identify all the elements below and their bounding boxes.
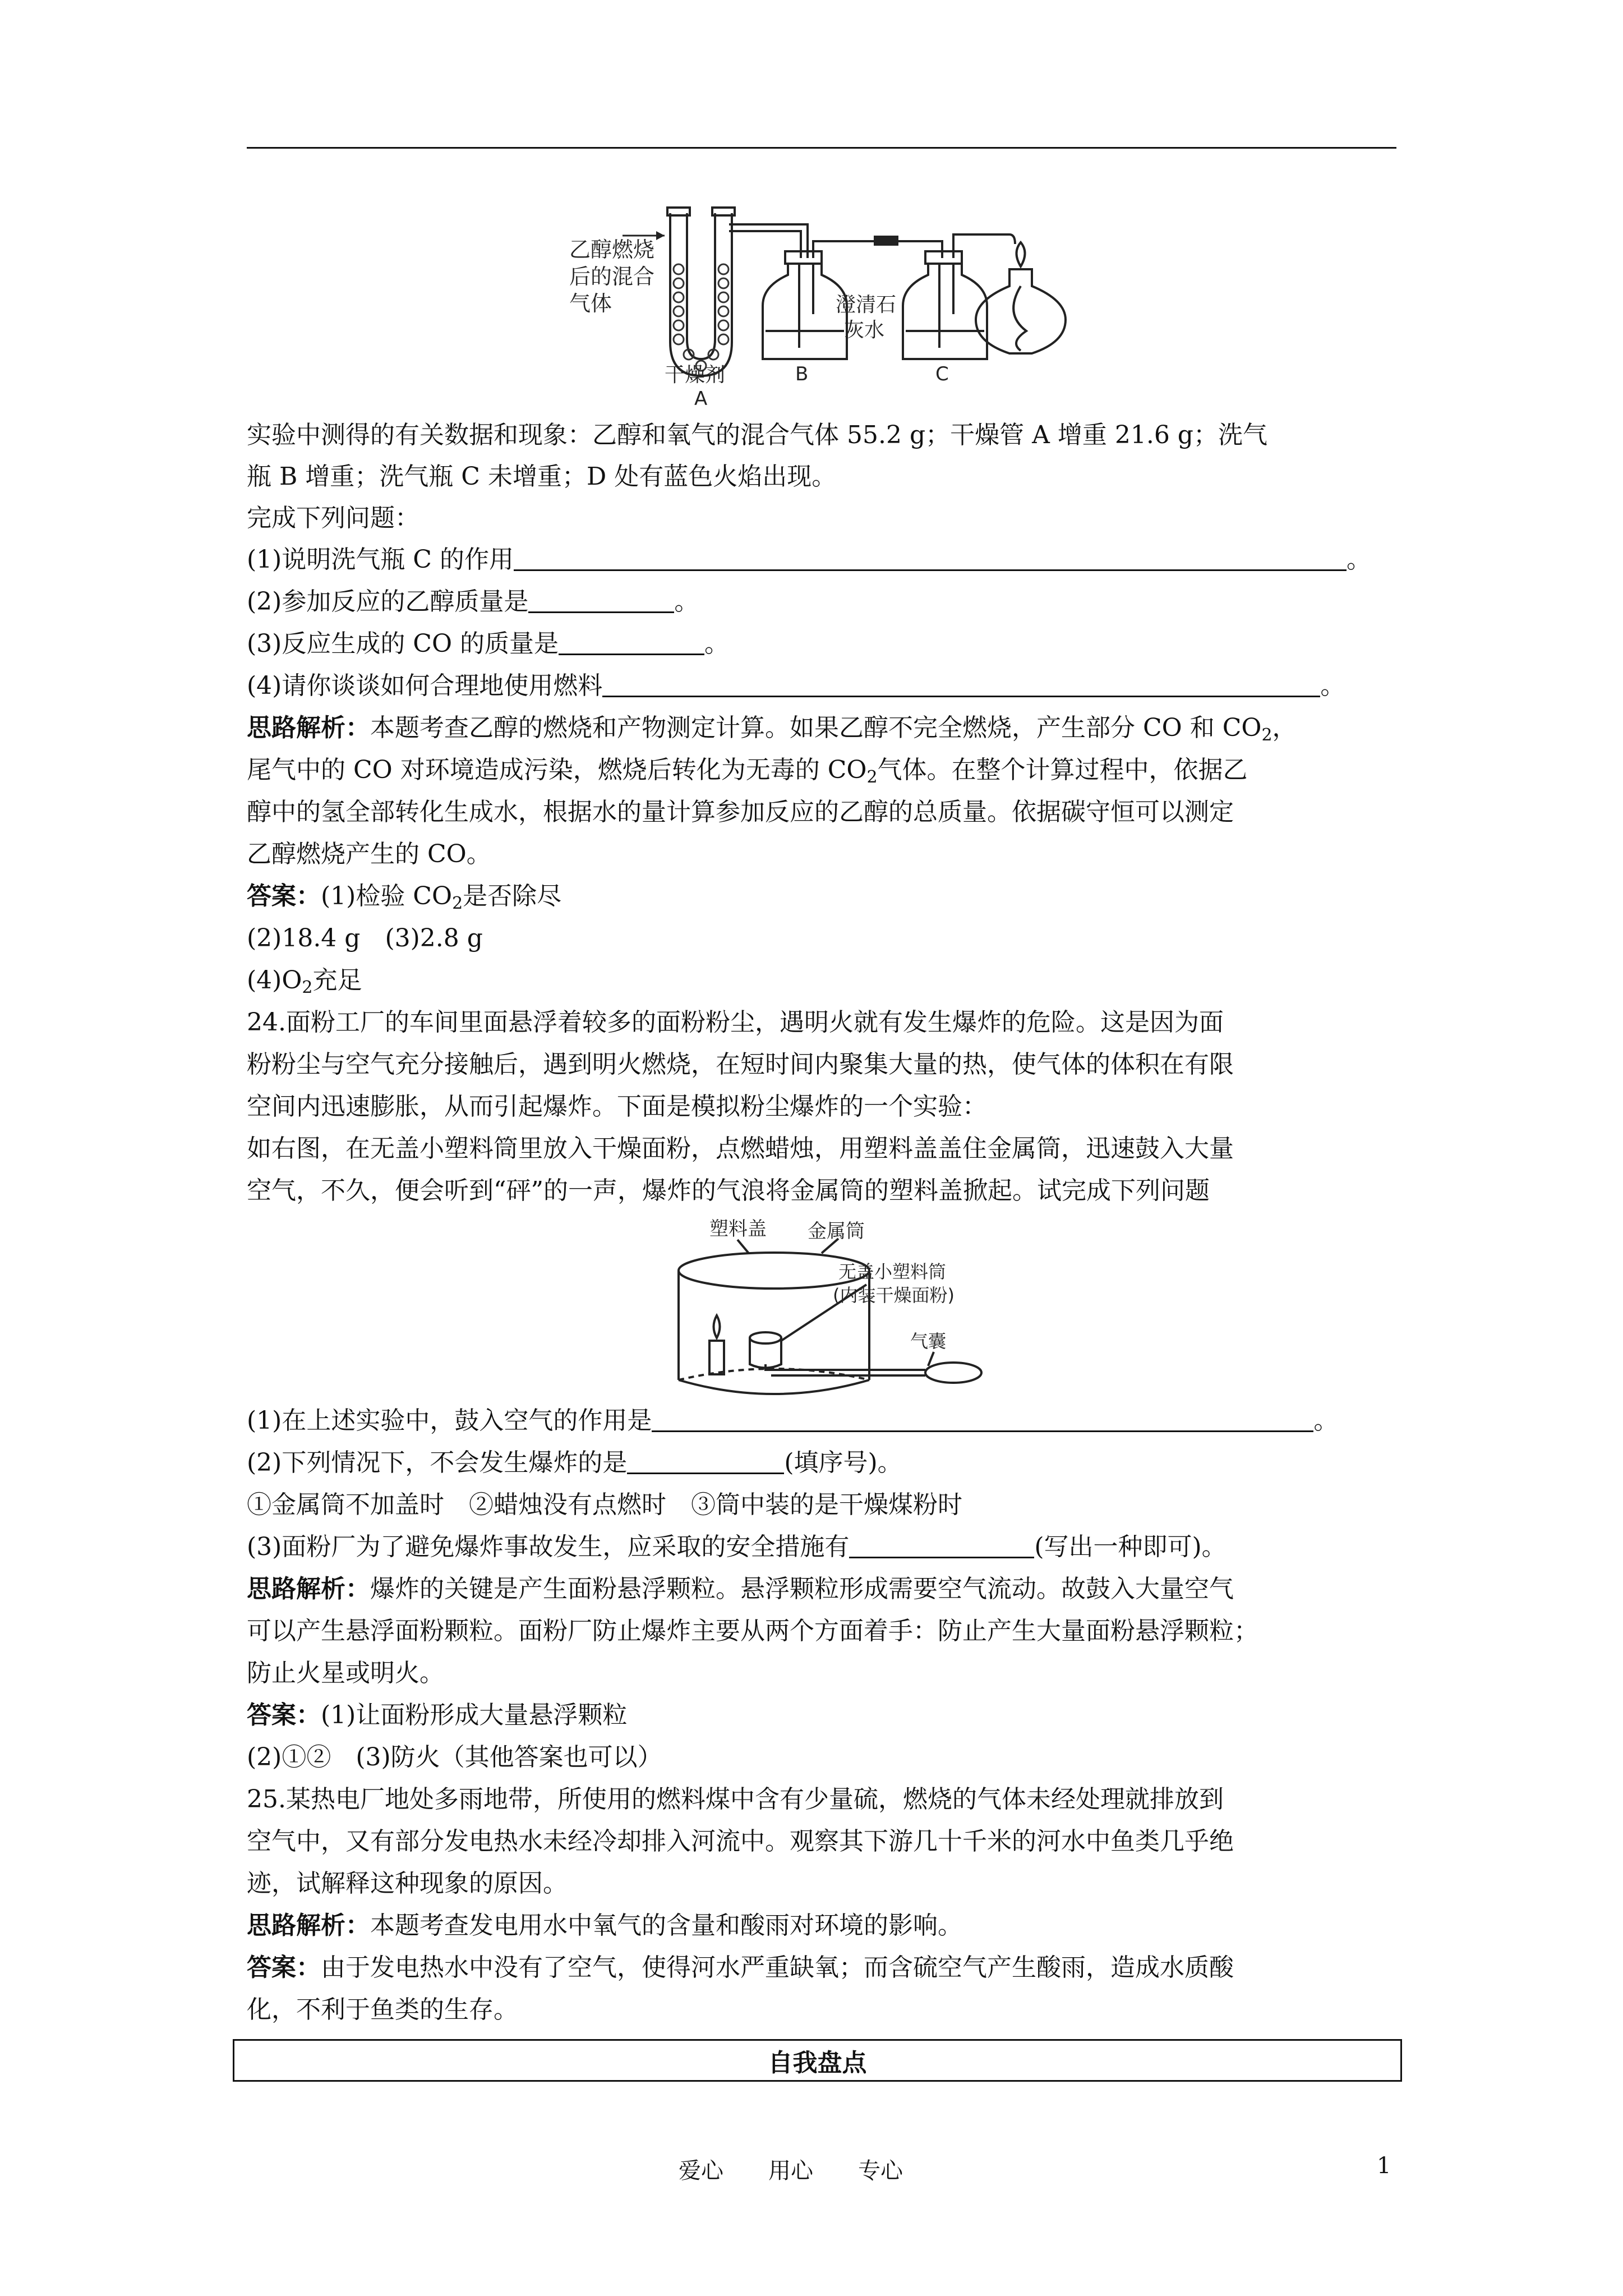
q24-analysis-line-3: 防止火星或明火。 (247, 1659, 444, 1687)
q23-question-2 (247, 586, 1402, 618)
fig1-label-gas-1: 乙醇燃烧 (569, 237, 655, 262)
q24-question-1 (247, 1405, 1402, 1437)
q24-q3-blank[interactable] (849, 1534, 1034, 1558)
q23-q3-period: 。 (704, 629, 730, 658)
q23-answer-1-sub: 2 (452, 894, 463, 913)
q23-analysis-line-2 (247, 754, 1402, 786)
q24-line-1: 24.面粉工厂的车间里面悬浮着较多的面粉粉尘，遇明火就有发生爆炸的危险。这是因为面 (247, 1008, 1224, 1037)
q25-line-3: 迹，试解释这种现象的原因。 (247, 1869, 568, 1898)
q23-question-3 (247, 628, 1402, 660)
q24-q2-suffix: (填序号)。 (784, 1448, 902, 1477)
q25-analysis-text: 本题考查发电用水中氧气的含量和酸雨对环境的影响。 (370, 1911, 962, 1940)
q24-question-2 (247, 1447, 1402, 1479)
q25-answer-line-2: 化，不利于鱼类的生存。 (247, 1995, 518, 2024)
q24-line-3: 空间内迅速膨胀，从而引起爆炸。下面是模拟粉尘爆炸的一个实验： (247, 1092, 987, 1121)
q23-analysis-label: 思路解析： (247, 714, 370, 742)
q23-q4-period: 。 (1320, 671, 1345, 700)
q25-line-1: 25.某热电厂地处多雨地带，所使用的燃料煤中含有少量硫，燃烧的气体未经处理就排放到 (247, 1785, 1224, 1814)
q23-analysis-line-3: 醇中的氢全部转化生成水，根据水的量计算参加反应的乙醇的总质量。依据碳守恒可以测定 (247, 798, 1234, 826)
fig1-label-c: C (935, 363, 949, 385)
figure-dust-explosion (670, 1217, 984, 1402)
q25-analysis-line (247, 1910, 1402, 1941)
fig1-label-b: B (795, 363, 809, 385)
q23-answer-line-1 (247, 881, 1402, 912)
q23-answer-4: (4)O (247, 966, 302, 995)
q23-analysis-text-2b: 气体。在整个计算过程中，依据乙 (877, 756, 1248, 784)
q23-q3-text: (3)反应生成的 CO 的质量是 (247, 629, 559, 658)
fig1-label-limewater-1: 澄清石 (836, 293, 897, 316)
q24-line-5: 空气，不久，便会听到“砰”的一声，爆炸的气浪将金属筒的塑料盖掀起。试完成下列问题 (247, 1176, 1210, 1205)
q23-answer-line-2: (2)18.4 g (3)2.8 g (247, 924, 483, 953)
q23-q2-text: (2)参加反应的乙醇质量是 (247, 587, 529, 616)
q23-question-4 (247, 670, 1402, 702)
q24-line-2: 粉粉尘与空气充分接触后，遇到明火燃烧，在短时间内聚集大量的热，使气体的体积在有限 (247, 1050, 1234, 1079)
q24-q2-blank[interactable] (627, 1450, 784, 1474)
q23-analysis-text-2: 尾气中的 CO 对环境造成污染，燃烧后转化为无毒的 CO (247, 756, 867, 784)
q24-answer-line-2: (2)①② (3)防火（其他答案也可以） (247, 1743, 662, 1772)
q23-analysis-line-1 (247, 712, 1402, 744)
q23-answer-line-3 (247, 965, 1402, 996)
fig2-label-cup-1: 无盖小塑料筒 (838, 1261, 947, 1282)
fig1-label-gas-3: 气体 (569, 291, 612, 316)
fig2-label-metal: 金属筒 (808, 1220, 865, 1243)
q24-answer-line-1 (247, 1700, 1402, 1731)
q23-q4-text: (4)请你谈谈如何合理地使用燃料 (247, 671, 603, 700)
q23-analysis-line-4: 乙醇燃烧产生的 CO。 (247, 840, 491, 868)
section-title-box (233, 2039, 1402, 2082)
q24-answer-label: 答案： (247, 1701, 321, 1729)
q24-q3-suffix: (写出一种即可)。 (1034, 1533, 1227, 1561)
q24-q1-text: (1)在上述实验中，鼓入空气的作用是 (247, 1406, 652, 1435)
header-rule (247, 147, 1396, 149)
q25-analysis-label: 思路解析： (247, 1911, 370, 1940)
q23-analysis-sub-2: 2 (866, 767, 878, 787)
q24-q3-text: (3)面粉厂为了避免爆炸事故发生，应采取的安全措施有 (247, 1533, 850, 1561)
q23-q1-text: (1)说明洗气瓶 C 的作用 (247, 545, 514, 574)
fig2-label-lid: 塑料盖 (709, 1218, 767, 1240)
q23-q1-period: 。 (1346, 545, 1371, 574)
q24-analysis-line-1 (247, 1573, 1402, 1605)
q25-answer-label: 答案： (247, 1953, 321, 1982)
figure-gas-apparatus (561, 202, 1099, 409)
q23-answer-4b: 充足 (312, 966, 362, 995)
q23-answer-1: (1)检验 CO (321, 882, 453, 910)
q24-q1-blank[interactable] (652, 1408, 1313, 1432)
q24-line-4: 如右图，在无盖小塑料筒里放入干燥面粉，点燃蜡烛，用塑料盖盖住金属筒，迅速鼓入大量 (247, 1134, 1234, 1163)
q24-options: ①金属筒不加盖时 ②蜡烛没有点燃时 ③筒中装的是干燥煤粉时 (247, 1490, 962, 1519)
q24-q1-period: 。 (1313, 1406, 1339, 1435)
fig2-label-cup-2: (内装干燥面粉) (833, 1285, 955, 1306)
q23-answer-4-sub: 2 (302, 978, 313, 997)
q23-answer-1b: 是否除尽 (463, 882, 562, 910)
q23-instruction: 完成下列问题： (247, 504, 419, 532)
q23-q2-blank[interactable] (528, 589, 674, 613)
q23-q1-blank[interactable] (514, 547, 1347, 571)
page-number: 1 (1377, 2153, 1391, 2179)
q25-answer-text-1: 由于发电热水中没有了空气，使得河水严重缺氧；而含硫空气产生酸雨，造成水质酸 (321, 1953, 1234, 1982)
q23-q3-blank[interactable] (559, 631, 704, 655)
q23-answer-label: 答案： (247, 882, 321, 910)
q23-analysis-text-1b: ， (1272, 714, 1297, 742)
fig2-label-bag: 气囊 (910, 1331, 947, 1352)
q25-answer-line-1 (247, 1952, 1402, 1984)
footer-motto: 爱心 用心 专心 (679, 2158, 903, 2184)
fig1-label-a: A (694, 388, 708, 409)
q23-analysis-sub-1: 2 (1261, 725, 1272, 745)
q23-question-1 (247, 544, 1402, 576)
q23-q4-blank[interactable] (602, 673, 1320, 697)
q24-analysis-line-2: 可以产生悬浮面粉颗粒。面粉厂防止爆炸主要从两个方面着手：防止产生大量面粉悬浮颗粒； (247, 1617, 1258, 1645)
q23-analysis-text-1: 本题考查乙醇的燃烧和产物测定计算。如果乙醇不完全燃烧，产生部分 CO 和 CO (370, 714, 1262, 742)
fig1-label-limewater-2: 灰水 (844, 319, 885, 342)
q24-question-3 (247, 1531, 1402, 1563)
q24-analysis-text-1: 爆炸的关键是产生面粉悬浮颗粒。悬浮颗粒形成需要空气流动。故鼓入大量空气 (370, 1575, 1234, 1603)
fig1-label-gas-2: 后的混合 (569, 264, 655, 289)
q25-line-2: 空气中，又有部分发电热水未经冷却排入河流中。观察其下游几十千米的河水中鱼类几乎绝 (247, 1827, 1234, 1856)
q23-data-line-1: 实验中测得的有关数据和现象：乙醇和氧气的混合气体 55.2 g；干燥管 A 增重 21.6 g；洗气 (247, 421, 1267, 449)
section-title: 自我盘点 (768, 2049, 867, 2077)
fig1-label-desiccant: 干燥剂 (665, 364, 726, 386)
q23-data-line-2: 瓶 B 增重；洗气瓶 C 未增重；D 处有蓝色火焰出现。 (247, 462, 837, 491)
q23-q2-period: 。 (674, 587, 699, 616)
q24-answer-1: (1)让面粉形成大量悬浮颗粒 (321, 1701, 628, 1729)
q24-analysis-label: 思路解析： (247, 1575, 370, 1603)
q24-q2-text: (2)下列情况下，不会发生爆炸的是 (247, 1448, 628, 1477)
